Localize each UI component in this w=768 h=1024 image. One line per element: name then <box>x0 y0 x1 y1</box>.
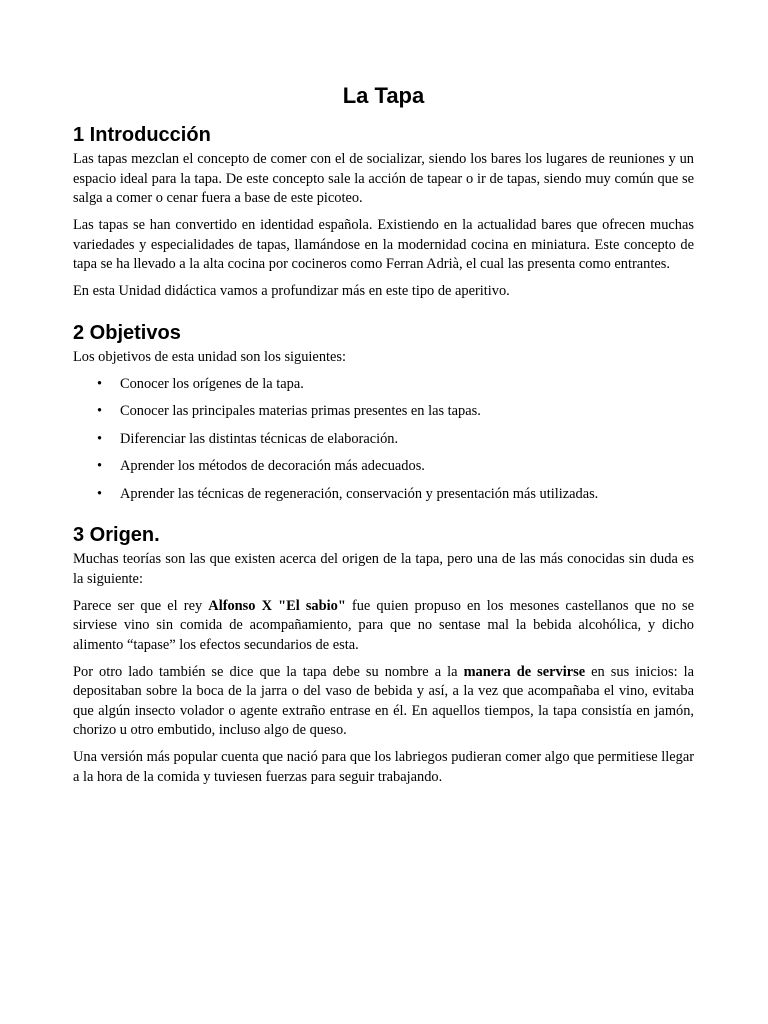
list-item-text: Conocer las principales materias primas presentes en las tapas. <box>120 403 481 419</box>
section-objetivos <box>73 320 694 505</box>
list-item <box>73 430 694 450</box>
list-item <box>73 375 694 395</box>
bullet-icon: • <box>97 485 103 502</box>
bold-text: Alfonso X "El sabio" <box>208 597 346 614</box>
list-item <box>73 402 694 422</box>
section-heading: 2 Objetivos <box>73 321 181 344</box>
paragraph: Las tapas mezclan el concepto de comer con el de socializar, siendo los bares los lugares de reuniones y un espacio ideal para la tapa. De este concepto sale la acción de tapear o ir de tapas, siendo muy común que se salga a comer o cenar fuera a base de este picoteo. <box>73 151 694 206</box>
paragraph: En esta Unidad didáctica vamos a profundizar más en este tipo de aperitivo. <box>73 283 510 299</box>
section-heading: 1 Introducción <box>73 124 211 146</box>
paragraph: Muchas teorías son las que existen acerca del origen de la tapa, pero una de las más conocidas sin duda es la siguiente: <box>73 551 694 587</box>
section-origen <box>73 522 694 787</box>
bullet-icon: • <box>97 403 103 419</box>
bold-text: manera de servirse <box>463 663 586 680</box>
list-item-text: Diferenciar las distintas técnicas de elaboración. <box>120 430 399 447</box>
list-item <box>73 457 694 477</box>
list-item <box>73 485 694 505</box>
bullet-icon: • <box>97 430 103 447</box>
text-run: Parece ser que el rey <box>73 597 209 614</box>
text-run: fue quien propuso en los mesones castellanos que no se sirviese vino sin comida de acompañamiento, para que no sentase mal la bebida alcohólica, y dicho alimento “tapase” los efectos secundarios de esta. <box>73 597 694 653</box>
list-item-text: Conocer los orígenes de la tapa. <box>120 375 304 392</box>
objectives-list <box>73 375 694 505</box>
bullet-icon: • <box>97 458 103 474</box>
bullet-icon: • <box>97 375 103 392</box>
list-item-text: Aprender las técnicas de regeneración, conservación y presentación más utilizadas. <box>120 485 599 502</box>
section-heading: 3 Origen. <box>73 524 160 546</box>
paragraph <box>73 597 694 656</box>
paragraph: Una versión más popular cuenta que nació para que los labriegos pudieran comer algo que permitiese llegar a la hora de la comida y tuviesen fuerzas para seguir trabajando. <box>73 749 694 785</box>
paragraph: Los objetivos de esta unidad son los siguientes: <box>73 348 346 365</box>
document-title: La Tapa <box>342 83 425 108</box>
text-run: Por otro lado también se dice que la tapa debe su nombre a la <box>73 663 464 680</box>
text-run: en sus inicios: la depositaban sobre la boca de la jarra o del vaso de bebida y así, a la vez que acompañaba el vino, evitaba que algún insecto volador o agente extraño entrase en él. En aquellos tiempos, la tapa consistía en jamón, chorizo u otro embutido, incluso algo de queso. <box>73 663 694 738</box>
paragraph: Las tapas se han convertido en identidad española. Existiendo en la actualidad bares que ofrecen muchas variedades y especialidades de tapas, llamándose en la modernidad cocina en miniatura. Este concepto de tapa se ha llevado a la alta cocina por cocineros como Ferran Adrià, el cual las presenta como entrantes. <box>73 217 694 272</box>
section-introduccion <box>73 122 694 302</box>
paragraph <box>73 663 694 741</box>
document-page <box>73 82 694 805</box>
list-item-text: Aprender los métodos de decoración más adecuados. <box>120 458 425 474</box>
